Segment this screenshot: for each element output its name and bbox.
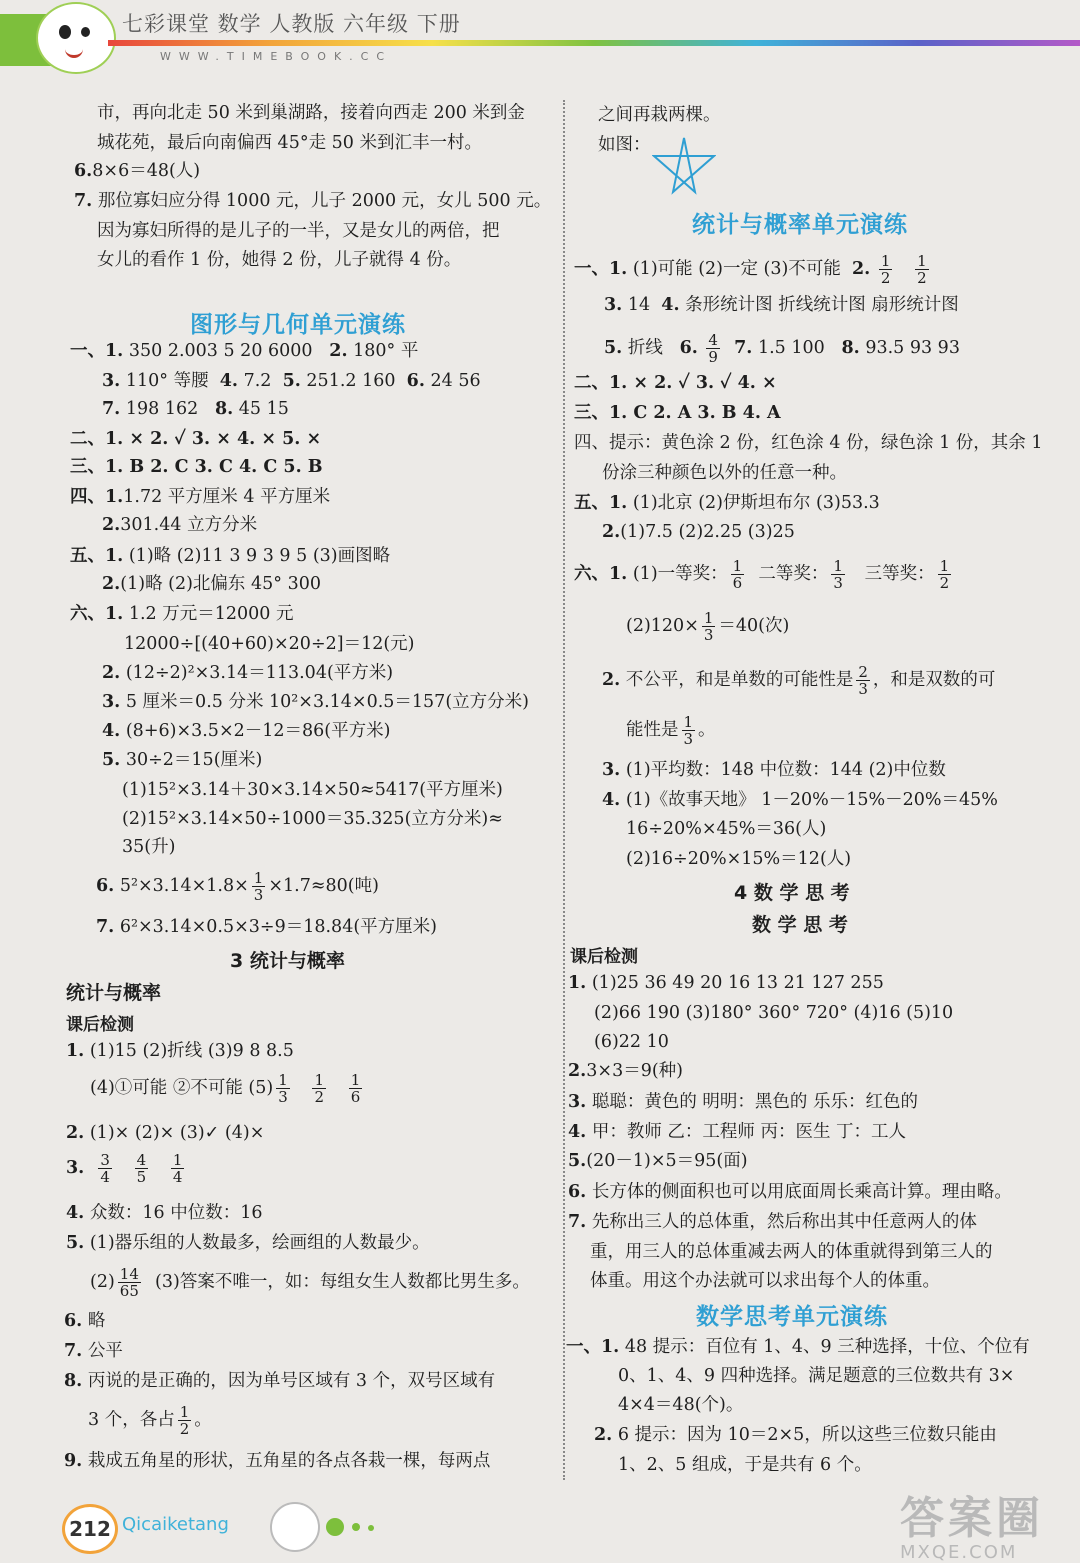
answer-line: 5. 30÷2＝15(厘米) [102,750,263,770]
fraction: $\frac{1}{3}$ [703,609,714,644]
answer-line: 5. 折线 6. $\frac{4}{9}$ 7. 1.5 100 8. 93.5 93 93 [604,331,960,366]
dot-icon [352,1523,360,1531]
answer-line: 3. 5 厘米＝0.5 分米 10²×3.14×0.5＝157(立方分米) [102,692,529,712]
answer-line: 份涂三种颜色以外的任意一种。 [602,463,847,483]
dot-icon [368,1525,374,1531]
page-number: 212 [62,1504,118,1554]
answer-line: 7. 198 162 8. 45 15 [102,399,289,419]
answer-line: 六、1. 1.2 万元＝12000 元 [70,604,294,624]
header-title: 七彩课堂 数学 人教版 六年级 下册 [122,12,461,36]
answer-line: 4. (1)《故事天地》 1－20%－15%－20%＝45% [602,790,998,810]
fraction: $\frac{1}{2}$ [179,1403,190,1438]
answer-line: 六、1. (1)一等奖： $\frac{1}{6}$ 二等奖： $\frac{1}{3}$ 三等奖： $\frac{1}{2}$ [574,557,950,592]
exercise-label: 课后检测 [66,1015,134,1035]
watermark-logo: 答案圈 [900,1493,1044,1544]
dot-icon [326,1518,344,1536]
answer-line: 5. (1)器乐组的人数最多，绘画组的人数最少。 [66,1233,430,1253]
answer-line: (6)22 10 [594,1032,669,1052]
answer-line: 五、1. (1)北京 (2)伊斯坦布尔 (3)53.3 [574,493,880,513]
answer-line: (2)66 190 (3)180° 360° 720° (4)16 (5)10 [594,1003,954,1023]
answer-line: 4×4＝48(个)。 [618,1395,744,1415]
answer-line: 7. 6²×3.14×0.5×3÷9＝18.84(平方厘米) [96,917,437,937]
answer-line: 3. 14 4. 条形统计图 折线统计图 扇形统计图 [604,295,959,315]
answer-line: 12000÷[(40+60)×20÷2]＝12(元) [124,634,415,654]
answer-line: (2)15²×3.14×50÷1000＝35.325(立方分米)≈ [122,809,503,829]
text-line: 6.8×6＝48(人) [74,161,201,181]
answer-line: 3. 110° 等腰 4. 7.2 5. 251.2 160 6. 24 56 [102,371,481,391]
answer-line: 二、1. × 2. ✓ 3. ✓ 4. × [574,373,777,393]
answer-line: 一、1. 48 提示：百位有 1、4、9 三种选择，十位、个位有 [566,1337,1030,1357]
fraction: $\frac{14}{65}$ [119,1265,139,1300]
answer-line: 五、1. (1)略 (2)11 3 9 3 9 5 (3)画图略 [70,546,391,566]
answer-line: 1. (1)15 (2)折线 (3)9 8 8.5 [66,1041,294,1061]
sub-heading: 数 学 思 考 [752,914,848,936]
section-title: 数学思考单元演练 [696,1304,888,1330]
star-diagram-icon [652,136,716,196]
answer-line: 2. (12÷2)²×3.14＝113.04(平方米) [102,663,394,683]
answer-line: (2)16÷20%×15%＝12(人) [626,849,852,869]
answer-line: 一、1. (1)可能 (2)一定 (3)不可能 2. $\frac{1}{2}$ $\frac{1}{2}$ [574,252,927,287]
exercise-label: 课后检测 [570,947,638,967]
answer-line: 能性是 $\frac{1}{3}$ 。 [626,713,716,748]
answer-line: 3. 聪聪：黄色的 明明：黑色的 乐乐：红色的 [568,1092,918,1112]
answer-line: 1. (1)25 36 49 20 16 13 21 127 255 [568,973,884,993]
answer-line: 4. (8+6)×3.5×2－12＝86(平方米) [102,721,391,741]
watermark-url: MXQE.COM [900,1542,1018,1563]
fraction: $\frac{1}{6}$ [732,557,743,592]
text-line: 市，再向北走 50 米到巢湖路，接着向西走 200 米到金 [97,103,525,123]
answer-line: 2. (1)× (2)× (3)✓ (4)× [66,1123,265,1143]
answer-line: 3 个，各占 $\frac{1}{2}$ 。 [88,1403,212,1438]
answer-line: 四、提示：黄色涂 2 份，红色涂 4 份，绿色涂 1 份，其余 1 [574,433,1043,453]
text-line: 女儿的看作 1 份，她得 2 份，儿子就得 4 份。 [97,250,462,270]
answer-line: 7. 公平 [64,1341,123,1361]
chapter-heading: 4 数 学 思 考 [734,882,850,904]
answer-line: (1)15²×3.14＋30×3.14×50≈5417(平方厘米) [122,780,503,800]
answer-line: 0、1、4、9 四种选择。满足题意的三位数共有 3× [618,1366,1015,1386]
text-line: 如图： [598,135,651,155]
answer-line: 35(升) [122,837,176,857]
answer-line: 2.(1)略 (2)北偏东 45° 300 [102,574,321,594]
answer-line: (2) $\frac{14}{65}$ (3)答案不唯一，如：每组女生人数都比男生多。 [90,1265,530,1300]
answer-line: 重，用三人的总体重减去两人的体重就得到第三人的 [590,1242,993,1262]
answer-line: 2. 不公平，和是单数的可能性是 $\frac{2}{3}$ ，和是双数的可 [602,663,996,698]
fraction: $\frac{4}{9}$ [708,331,718,366]
text-line: 之间再栽两棵。 [598,105,721,125]
footer-brand: Qicaiketang [122,1514,229,1535]
fraction: $\frac{1}{3}$ [253,869,264,904]
answer-line: 4. 众数：16 中位数：16 [66,1203,263,1223]
answer-line: 四、1.1.72 平方厘米 4 平方厘米 [70,487,331,507]
answer-line: 二、1. × 2. ✓ 3. × 4. × 5. × [70,429,322,449]
answer-line: 三、1. B 2. C 3. C 4. C 5. B [70,457,323,477]
mascot-icon [270,1502,320,1552]
fraction: $\frac{1}{2}$ [880,252,891,287]
section-title: 统计与概率单元演练 [692,212,908,238]
fraction: $\frac{3}{4}$ [100,1151,110,1186]
answer-line: 1、2、5 组成，于是共有 6 个。 [618,1455,872,1475]
answer-line: 4. 甲：教师 乙：工程师 丙：医生 丁：工人 [568,1122,907,1142]
answer-line: 6. 5²×3.14×1.8× $\frac{1}{3}$ ×1.7≈80(吨) [96,869,379,904]
answer-line: 5.(20－1)×5＝95(面) [568,1151,748,1171]
answer-line: 2. 6 提示：因为 10＝2×5，所以这些三位数只能由 [594,1425,997,1445]
answer-line: 一、1. 350 2.003 5 20 6000 2. 180° 平 [70,341,419,361]
answer-line: 2.301.44 立方分米 [102,515,258,535]
answer-line: 2.3×3＝9(种) [568,1061,684,1081]
answer-line: (2)120× $\frac{1}{3}$ ＝40(次) [626,609,790,644]
answer-line: 3. $\frac{3}{4}$ $\frac{4}{5}$ $\frac{1}{4}$ [66,1151,183,1186]
fraction: $\frac{2}{3}$ [858,663,868,698]
answer-line: 体重。用这个办法就可以求出每个人的体重。 [590,1271,940,1291]
text-line: 城花苑，最后向南偏西 45°走 50 米到汇丰一村。 [97,133,482,153]
fraction: $\frac{1}{2}$ [939,557,950,592]
answer-line: 16÷20%×45%＝36(人) [626,819,827,839]
answer-line: 8. 丙说的是正确的，因为单号区域有 3 个，双号区域有 [64,1371,496,1391]
fraction: $\frac{1}{3}$ [278,1071,288,1106]
answer-line: 三、1. C 2. A 3. B 4. A [574,403,781,423]
answer-line: 3. (1)平均数：148 中位数：144 (2)中位数 [602,760,946,780]
answer-line: 9. 栽成五角星的形状，五角星的各点各栽一棵，每两点 [64,1451,491,1471]
answer-line: (4)①可能 ②不可能 (5) $\frac{1}{3}$ $\frac{1}{2}$ $\frac{1}{6}$ [90,1071,361,1106]
answer-line: 6. 长方体的侧面积也可以用底面周长乘高计算。理由略。 [568,1182,1012,1202]
fraction: $\frac{1}{2}$ [314,1071,324,1106]
answer-line: 2.(1)7.5 (2)2.25 (3)25 [602,522,795,542]
fraction: $\frac{1}{4}$ [172,1151,183,1186]
text-line: 因为寡妇所得的是儿子的一半，又是女儿的两倍，把 [97,221,500,241]
fraction: $\frac{1}{3}$ [833,557,843,592]
fraction: $\frac{4}{5}$ [136,1151,147,1186]
text-line: 7. 那位寡妇应分得 1000 元，儿子 2000 元，女儿 500 元。 [74,191,552,211]
section-title: 图形与几何单元演练 [190,312,406,338]
fraction: $\frac{1}{6}$ [350,1071,361,1106]
header-url: WWW.TIMEBOOK.CC [160,50,393,63]
sub-heading: 统计与概率 [66,982,162,1004]
fraction: $\frac{1}{2}$ [917,252,927,287]
chapter-heading: 3 统计与概率 [230,950,345,972]
watermark [900,1482,1044,1563]
fraction: $\frac{1}{3}$ [683,713,694,748]
answer-line: 6. 略 [64,1311,106,1331]
answer-line: 7. 先称出三人的总体重，然后称出其中任意两人的体 [568,1212,977,1232]
